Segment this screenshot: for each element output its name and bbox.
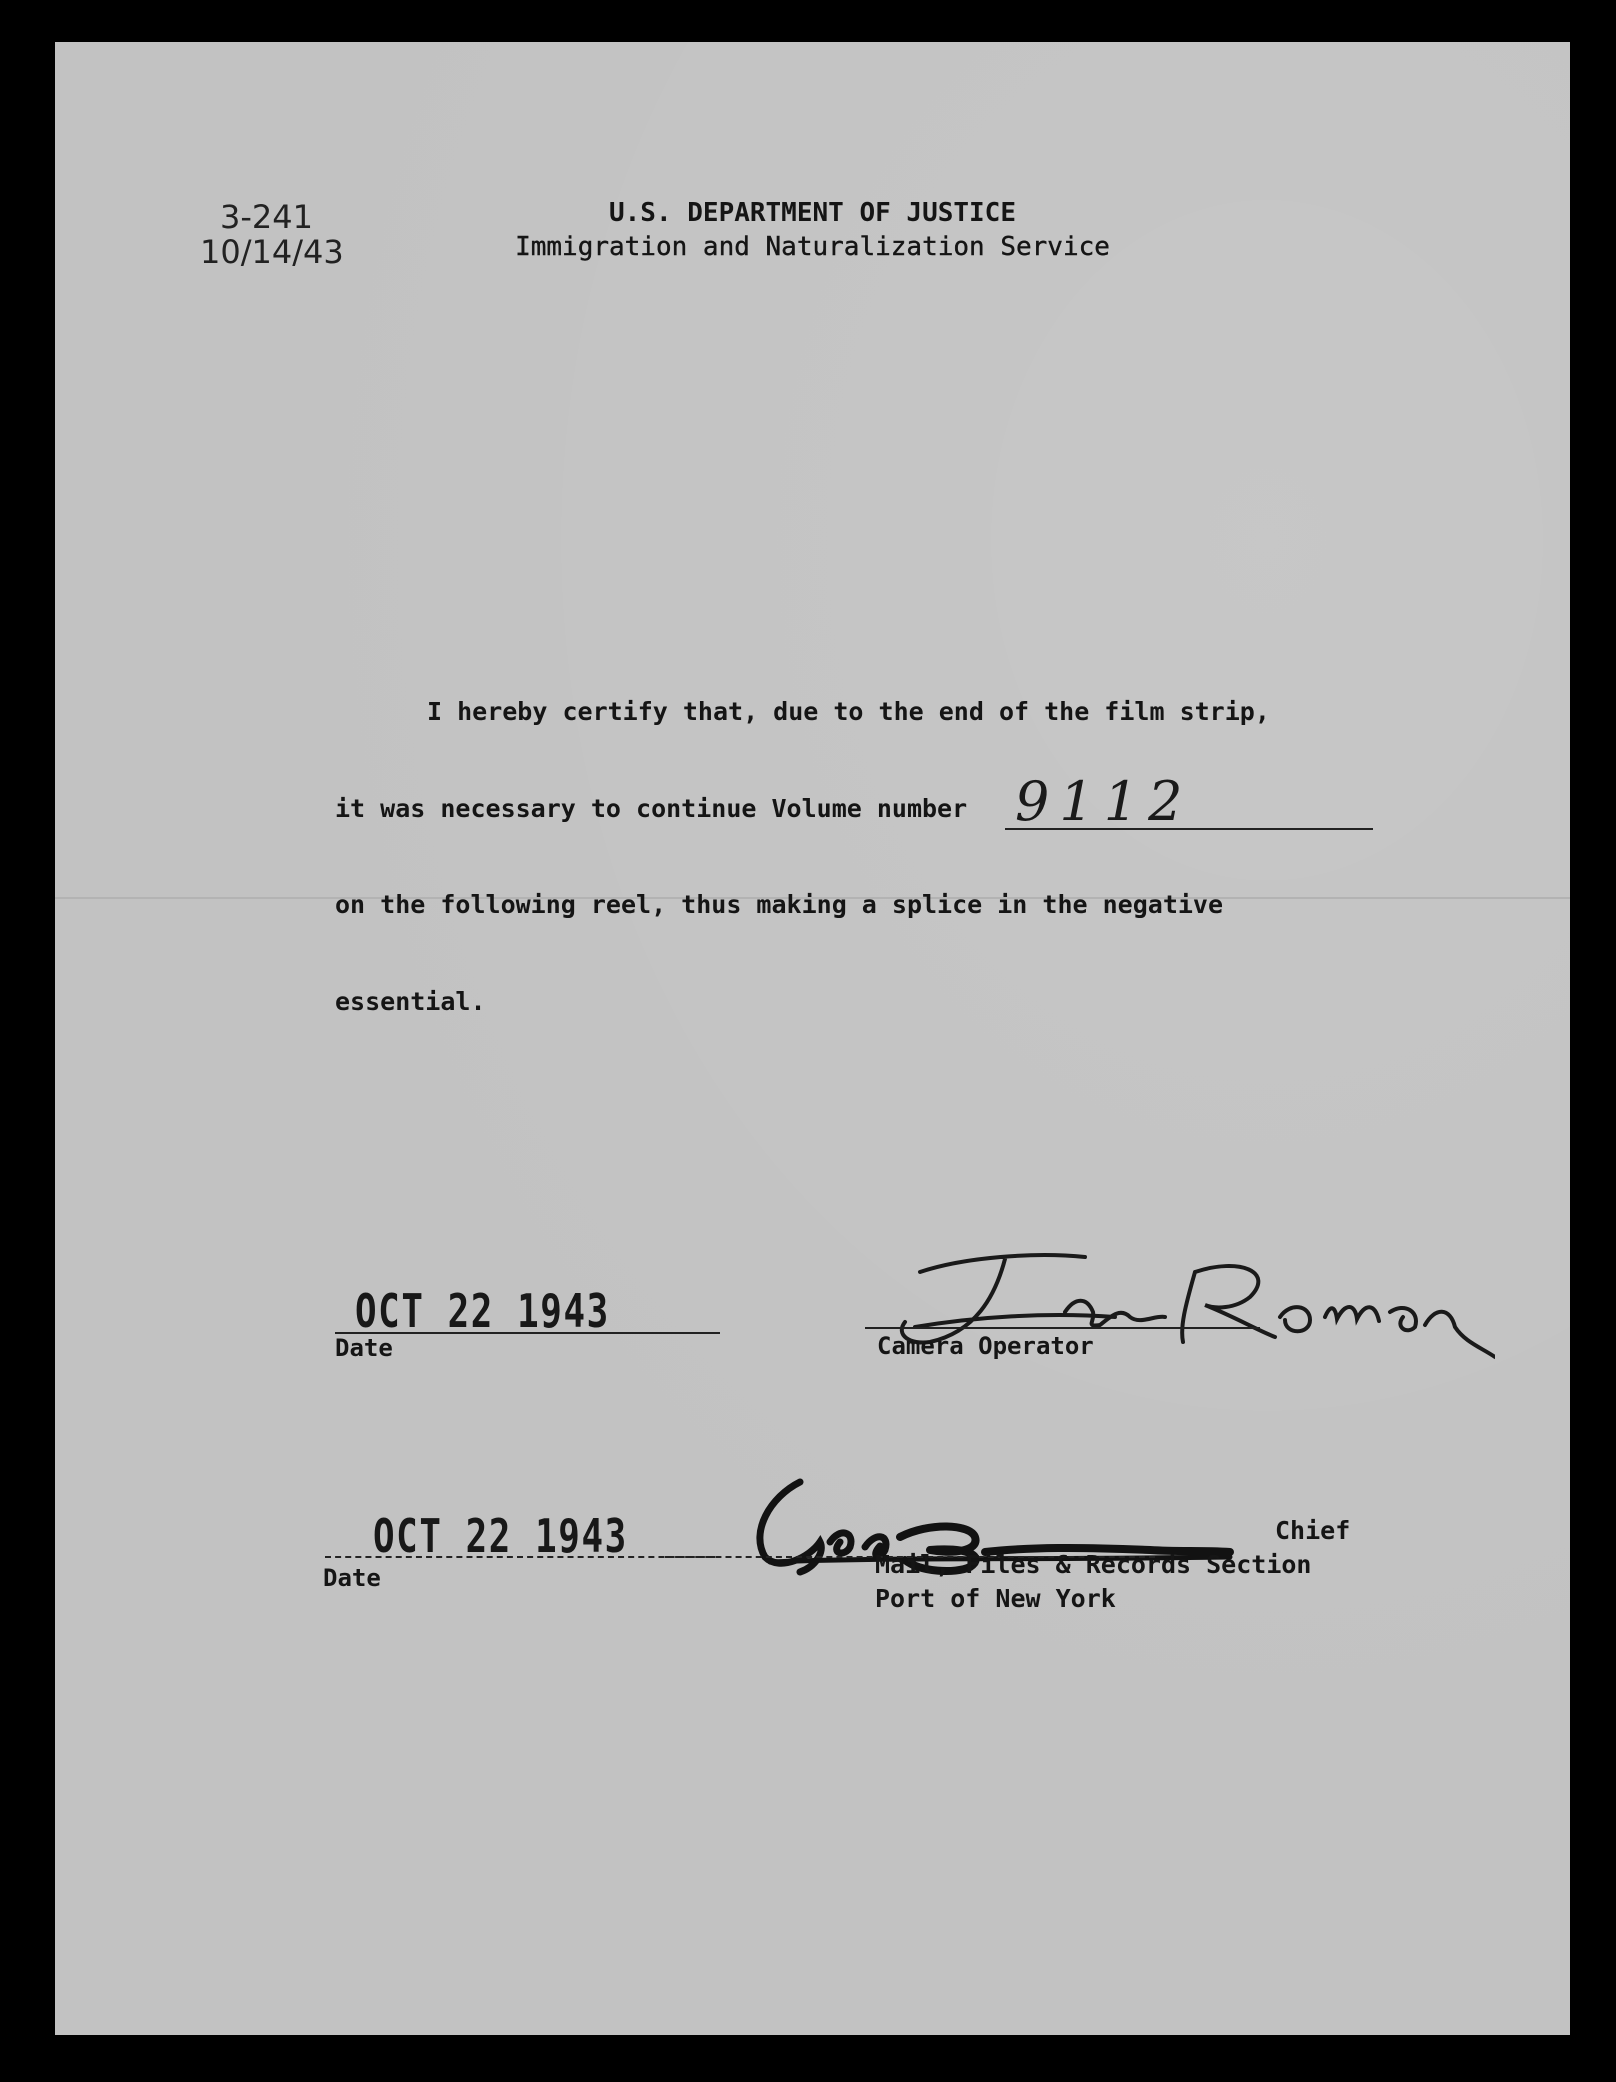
camera-operator-label: Camera Operator	[877, 1332, 1094, 1360]
camera-operator-signature-line	[865, 1327, 1260, 1329]
agency-title: U.S. DEPARTMENT OF JUSTICE	[609, 198, 1016, 228]
volume-number-underline	[1005, 828, 1373, 830]
service-title: Immigration and Naturalization Service	[515, 232, 1110, 262]
chief-title-block	[875, 1516, 1351, 1616]
date-label-1: Date	[335, 1334, 393, 1362]
certification-line-4: essential.	[335, 987, 486, 1016]
date-stamp-1: OCT 22 1943	[355, 1284, 610, 1338]
certification-line-2: it was necessary to continue Volume number	[335, 794, 968, 823]
certification-line-3: on the following reel, thus making a splice in the negative	[335, 890, 1224, 919]
document-page	[55, 42, 1570, 2035]
date-line-2	[325, 1556, 715, 1558]
form-date: 10/14/43	[200, 233, 344, 271]
chief-title: Chief	[1275, 1516, 1351, 1545]
section-title: Mail, Files & Records Section	[875, 1550, 1312, 1579]
date-stamp-2: OCT 22 1943	[373, 1509, 628, 1563]
form-number: 3-241	[220, 198, 313, 236]
date-label-2: Date	[323, 1564, 381, 1592]
volume-number: 9112	[1015, 770, 1193, 833]
certification-line-1: I hereby certify that, due to the end of the film strip,	[427, 697, 1270, 726]
port-title: Port of New York	[875, 1584, 1116, 1613]
